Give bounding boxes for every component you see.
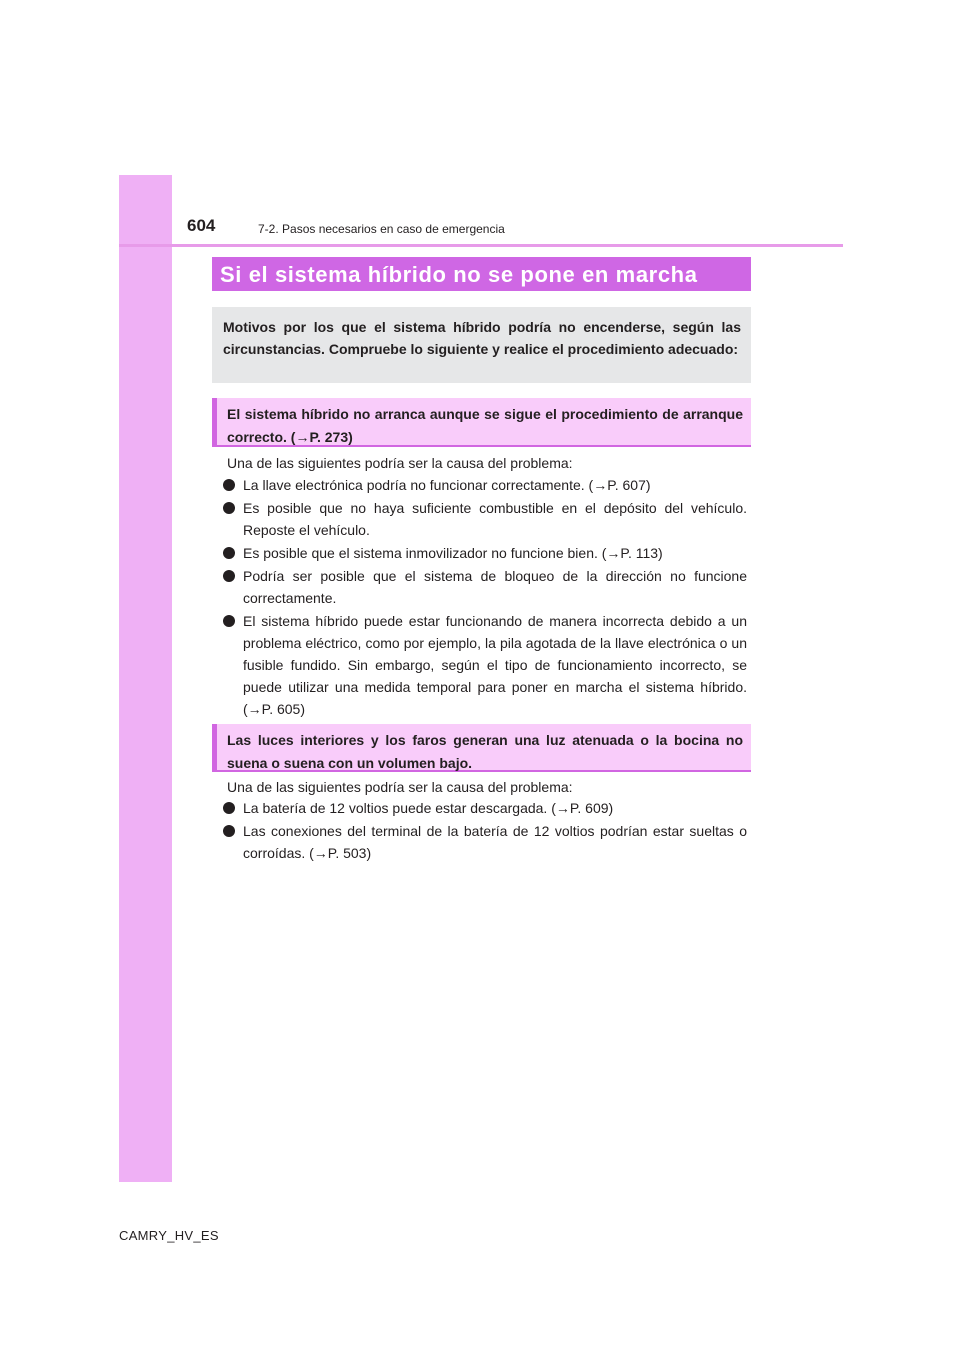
subheading-2: Las luces interiores y los faros generan una luz atenuada o la bocina no suena o suena con un volumen bajo. — [212, 724, 751, 772]
list-item: Es posible que no haya suficiente combustible en el depósito del vehículo. Reposte el vehículo. — [223, 497, 747, 541]
bullet-icon — [223, 547, 235, 559]
bullet-icon — [223, 825, 235, 837]
bullet-icon — [223, 479, 235, 491]
page-number: 604 — [187, 216, 216, 235]
header-divider — [119, 244, 843, 247]
list-item: Las conexiones del terminal de la batería de 12 voltios podrían estar sueltas o corroídas. (→P. 503) — [223, 820, 747, 864]
chapter-tab-bar — [119, 175, 172, 1182]
document-footer: CAMRY_HV_ES — [119, 1228, 219, 1243]
page-title: Si el sistema híbrido no se pone en marcha — [212, 257, 751, 291]
subheading-1: El sistema híbrido no arranca aunque se sigue el procedimiento de arranque correcto. (→P. 273) — [212, 398, 751, 447]
cause-list-1 — [223, 474, 747, 721]
intro-box: Motivos por los que el sistema híbrido podría no encenderse, según las circunstancias. Compruebe lo siguiente y realice el procedimiento adecuado: — [212, 307, 751, 383]
bullet-icon — [223, 570, 235, 582]
bullet-icon — [223, 802, 235, 814]
list-item: El sistema híbrido puede estar funcionando de manera incorrecta debido a un problema eléctrico, como por ejemplo, la pila agotada de la llave electrónica o un fusible fundido. Sin embargo, según el tipo de funcionamiento incorrecto, se puede utilizar una medida temporal para poner en marcha el sistema híbrido. (→P. 605) — [223, 610, 747, 720]
list-item: Podría ser posible que el sistema de bloqueo de la dirección no funcione correctamente. — [223, 565, 747, 609]
lead-text-2: Una de las siguientes podría ser la causa del problema: — [227, 779, 573, 795]
list-item: Es posible que el sistema inmovilizador no funcione bien. (→P. 113) — [223, 542, 747, 564]
list-item: La batería de 12 voltios puede estar descargada. (→P. 609) — [223, 797, 747, 819]
bullet-icon — [223, 502, 235, 514]
lead-text-1: Una de las siguientes podría ser la causa del problema: — [227, 455, 573, 471]
list-item: La llave electrónica podría no funcionar correctamente. (→P. 607) — [223, 474, 747, 496]
cause-list-2 — [223, 797, 747, 865]
bullet-icon — [223, 615, 235, 627]
section-title: 7-2. Pasos necesarios en caso de emergencia — [258, 222, 505, 236]
